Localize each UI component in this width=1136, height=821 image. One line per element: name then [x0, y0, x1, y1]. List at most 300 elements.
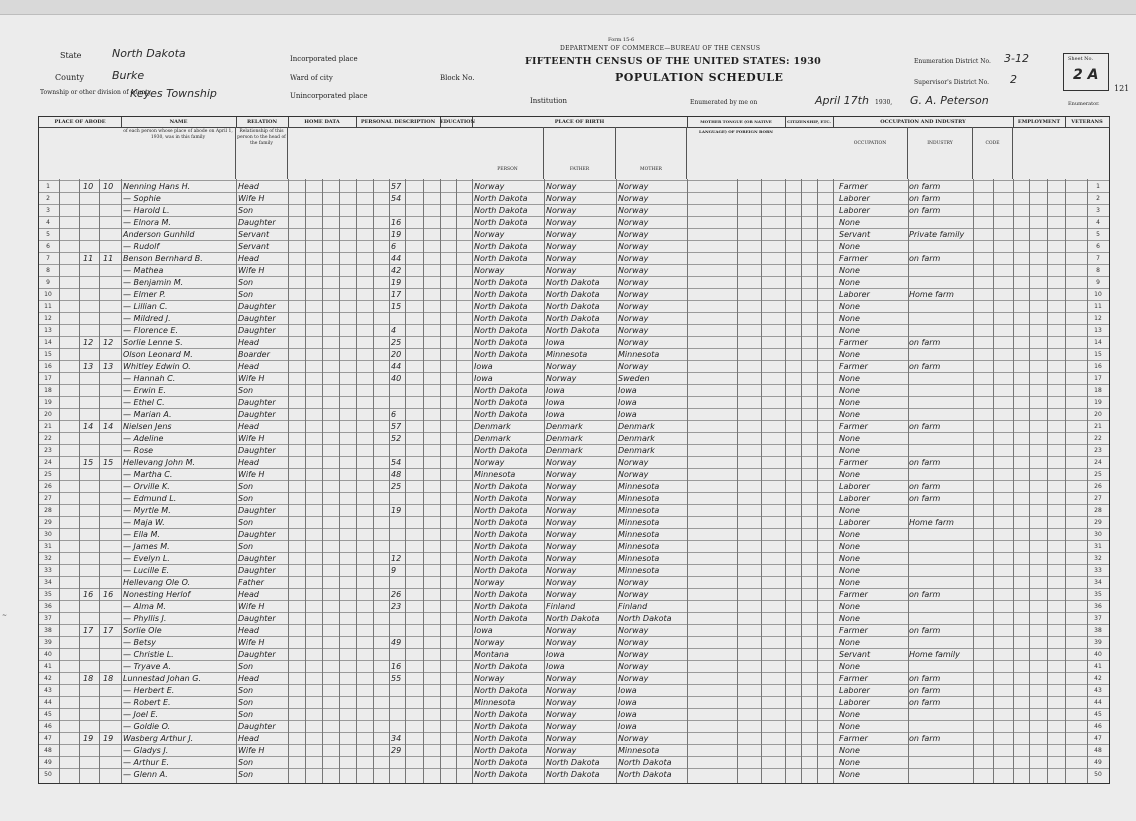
relation: Head [238, 458, 259, 467]
birthplace-mother: Norway [618, 182, 649, 191]
birthplace-father: Iowa [546, 662, 565, 671]
birthplace-person: North Dakota [474, 722, 528, 731]
birthplace-mother: Minnesota [618, 518, 660, 527]
relation: Daughter [238, 410, 276, 419]
industry [909, 541, 972, 552]
line-number-right: 6 [1096, 243, 1100, 250]
line-number-right: 33 [1094, 567, 1102, 574]
family-number [103, 289, 119, 300]
birthplace-mother: Norway [618, 266, 649, 275]
dwelling-number [83, 289, 97, 300]
birthplace-father: North Dakota [546, 770, 600, 779]
birthplace-father: Norway [546, 506, 577, 515]
industry [909, 397, 972, 408]
birthplace-mother: Norway [618, 362, 649, 371]
column-divider [423, 179, 424, 783]
table-row [39, 456, 1109, 468]
line-number: 39 [44, 639, 52, 646]
relation: Head [238, 422, 259, 431]
birthplace-person: North Dakota [474, 590, 528, 599]
birthplace-mother: Norway [618, 326, 649, 335]
industry [909, 349, 972, 360]
industry [909, 241, 972, 252]
table-row [39, 312, 1109, 324]
industry [909, 385, 972, 396]
dwelling-number: 16 [83, 590, 94, 599]
dwelling-number [83, 541, 97, 552]
birthplace-person: North Dakota [474, 386, 528, 395]
birthplace-father: Norway [546, 542, 577, 551]
table-row [39, 492, 1109, 504]
family-number: 17 [103, 626, 114, 635]
industry [909, 373, 972, 384]
birthplace-mother: Norway [618, 290, 649, 299]
family-number [103, 565, 119, 576]
occupation: Farmer [839, 734, 868, 743]
line-number: 41 [44, 663, 52, 670]
table-row [39, 288, 1109, 300]
column-divider [288, 179, 289, 783]
age: 19 [391, 506, 402, 515]
birthplace-person: North Dakota [474, 290, 528, 299]
age: 48 [391, 470, 402, 479]
table-row [39, 468, 1109, 480]
age: 55 [391, 674, 402, 683]
line-number-right: 16 [1094, 363, 1102, 370]
family-number [103, 229, 119, 240]
birthplace-father: Finland [546, 602, 576, 611]
occupation: Laborer [839, 686, 870, 695]
birthplace-person: North Dakota [474, 686, 528, 695]
birthplace-mother: Denmark [618, 422, 655, 431]
line-number-right: 36 [1094, 603, 1102, 610]
dwelling-number [83, 721, 97, 732]
person-name: Sorlie Lenne S. [123, 338, 183, 347]
dwelling-number [83, 325, 97, 336]
birthplace-father: Norway [546, 710, 577, 719]
relation: Son [238, 278, 254, 287]
column-divider [833, 179, 834, 783]
dwelling-number [83, 469, 97, 480]
occupation: Laborer [839, 494, 870, 503]
line-number: 50 [44, 771, 52, 778]
dwelling-number [83, 445, 97, 456]
occupation: Farmer [839, 458, 868, 467]
birthplace-father: North Dakota [546, 302, 600, 311]
table-row [39, 420, 1109, 432]
occupation: None [839, 278, 860, 287]
person-name: — Mathea [123, 266, 164, 275]
occupation: Laborer [839, 194, 870, 203]
occupation: None [839, 410, 860, 419]
occupation: None [839, 470, 860, 479]
family-number: 11 [103, 254, 114, 263]
column-divider [785, 179, 786, 783]
birthplace-person: Denmark [474, 422, 511, 431]
line-number-right: 37 [1094, 615, 1102, 622]
industry: on farm [909, 422, 941, 431]
relation: Daughter [238, 722, 276, 731]
line-number: 6 [46, 243, 50, 250]
person-name: Hellevang John M. [123, 458, 196, 467]
family-number [103, 385, 119, 396]
family-number [103, 553, 119, 564]
relation: Wife H [238, 374, 265, 383]
birthplace-mother: Minnesota [618, 350, 660, 359]
birthplace-person: North Dakota [474, 542, 528, 551]
person-name: — Phyllis J. [123, 614, 167, 623]
table-row [39, 216, 1109, 228]
relation: Son [238, 542, 254, 551]
birthplace-father: North Dakota [546, 314, 600, 323]
line-number-right: 41 [1094, 663, 1102, 670]
birthplace-mother: Minnesota [618, 530, 660, 539]
industry [909, 325, 972, 336]
age [391, 529, 405, 540]
family-number [103, 433, 119, 444]
table-row [39, 648, 1109, 660]
table-row [39, 504, 1109, 516]
industry: on farm [909, 338, 941, 347]
ward-label: Ward of city [290, 74, 333, 82]
dwelling-number [83, 709, 97, 720]
age [391, 649, 405, 660]
table-row [39, 204, 1109, 216]
line-number: 23 [44, 447, 52, 454]
family-number: 16 [103, 590, 114, 599]
person-name: Benson Bernhard B. [123, 254, 203, 263]
dwelling-number: 10 [83, 182, 94, 191]
line-number: 46 [44, 723, 52, 730]
group-citizenship: CITIZENSHIP, ETC. [785, 117, 834, 128]
line-number: 24 [44, 459, 52, 466]
line-number-right: 25 [1094, 471, 1102, 478]
line-number-right: 34 [1094, 579, 1102, 586]
column-divider [973, 179, 974, 783]
industry: Home farm [909, 290, 954, 299]
relation: Servant [238, 230, 270, 239]
person-name: — Gladys J. [123, 746, 169, 755]
age: 17 [391, 290, 402, 299]
column-divider [456, 179, 457, 783]
occupation: Laborer [839, 698, 870, 707]
group-occupation: OCCUPATION AND INDUSTRY [833, 117, 1014, 128]
county-label: County [55, 73, 84, 82]
birthplace-father: Norway [546, 458, 577, 467]
age [391, 493, 405, 504]
column-divider [817, 179, 818, 783]
table-row [39, 192, 1109, 204]
family-number [103, 649, 119, 660]
family-number [103, 217, 119, 228]
table-row [39, 744, 1109, 756]
top-margin-strip [0, 0, 1136, 15]
occupation: Farmer [839, 362, 868, 371]
line-number: 17 [44, 375, 52, 382]
birthplace-father: Norway [546, 470, 577, 479]
person-name: — Ella M. [123, 530, 160, 539]
table-row [39, 276, 1109, 288]
table-row [39, 252, 1109, 264]
person-name: — Marian A. [123, 410, 172, 419]
relation: Daughter [238, 506, 276, 515]
birth-person-header: PERSON [472, 127, 544, 179]
line-number-right: 7 [1096, 255, 1100, 262]
line-number-right: 1 [1096, 183, 1100, 190]
relation: Son [238, 482, 254, 491]
occupation: Laborer [839, 482, 870, 491]
block-label: Block No. [440, 74, 475, 82]
table-row [39, 588, 1109, 600]
person-name: — Rose [123, 446, 154, 455]
birthplace-mother: Norway [618, 650, 649, 659]
dwelling-number [83, 517, 97, 528]
age: 54 [391, 194, 402, 203]
birthplace-person: Norway [474, 674, 505, 683]
column-divider [1047, 179, 1048, 783]
relation: Wife H [238, 470, 265, 479]
line-number: 22 [44, 435, 52, 442]
birthplace-person: North Dakota [474, 302, 528, 311]
birthplace-person: Norway [474, 578, 505, 587]
relation: Son [238, 290, 254, 299]
occupation: Farmer [839, 182, 868, 191]
line-number-right: 10 [1094, 291, 1102, 298]
person-name: — Harold L. [123, 206, 170, 215]
industry [909, 565, 972, 576]
line-number: 28 [44, 507, 52, 514]
occupation: None [839, 554, 860, 563]
birthplace-father: Norway [546, 482, 577, 491]
line-number-right: 19 [1094, 399, 1102, 406]
line-number-right: 13 [1094, 327, 1102, 334]
occupation: None [839, 374, 860, 383]
dwelling-number [83, 553, 97, 564]
age [391, 769, 405, 780]
line-number-right: 22 [1094, 435, 1102, 442]
industry: on farm [909, 686, 941, 695]
birthplace-mother: Norway [618, 590, 649, 599]
line-number: 27 [44, 495, 52, 502]
column-divider [373, 179, 374, 783]
family-number [103, 697, 119, 708]
line-number-right: 14 [1094, 339, 1102, 346]
family-number: 15 [103, 458, 114, 467]
birthplace-person: Denmark [474, 434, 511, 443]
birthplace-mother: Norway [618, 638, 649, 647]
birthplace-person: North Dakota [474, 350, 528, 359]
line-number-right: 18 [1094, 387, 1102, 394]
occupation: None [839, 266, 860, 275]
birthplace-person: North Dakota [474, 314, 528, 323]
line-number: 25 [44, 471, 52, 478]
incorporated-label: Incorporated place [290, 55, 358, 63]
line-number-right: 28 [1094, 507, 1102, 514]
column-divider [687, 179, 688, 783]
birthplace-mother: Iowa [618, 722, 637, 731]
occupation: Servant [839, 650, 871, 659]
age: 19 [391, 230, 402, 239]
line-number: 42 [44, 675, 52, 682]
line-number: 21 [44, 423, 52, 430]
industry: on farm [909, 734, 941, 743]
table-row [39, 600, 1109, 612]
dwelling-number [83, 493, 97, 504]
family-number [103, 541, 119, 552]
family-number [103, 409, 119, 420]
line-number: 8 [46, 267, 50, 274]
table-row [39, 228, 1109, 240]
family-number [103, 637, 119, 648]
relation: Son [238, 662, 254, 671]
industry [909, 601, 972, 612]
line-number: 16 [44, 363, 52, 370]
family-number [103, 757, 119, 768]
dwelling-number [83, 565, 97, 576]
person-name: — Sophie [123, 194, 161, 203]
industry: on farm [909, 254, 941, 263]
dwelling-number [83, 397, 97, 408]
birthplace-father: Norway [546, 734, 577, 743]
industry: Home family [909, 650, 960, 659]
dwelling-number [83, 697, 97, 708]
occupation: None [839, 398, 860, 407]
dwelling-number: 15 [83, 458, 94, 467]
line-number: 34 [44, 579, 52, 586]
birthplace-father: Denmark [546, 434, 583, 443]
age [391, 541, 405, 552]
birthplace-father: Norway [546, 686, 577, 695]
occupation: None [839, 746, 860, 755]
age [391, 517, 405, 528]
industry [909, 265, 972, 276]
family-number [103, 745, 119, 756]
birthplace-mother: Iowa [618, 698, 637, 707]
dwelling-number [83, 601, 97, 612]
industry [909, 637, 972, 648]
table-row [39, 300, 1109, 312]
birthplace-father: Norway [546, 698, 577, 707]
birthplace-father: Norway [546, 578, 577, 587]
line-number-right: 32 [1094, 555, 1102, 562]
enumerated-year: 1930, [875, 99, 893, 106]
person-name: — Arthur E. [123, 758, 170, 767]
relation: Head [238, 338, 259, 347]
group-mother-tongue: MOTHER TONGUE (OR NATIVE LANGUAGE) OF FOREIGN BORN [687, 117, 786, 128]
occupation: None [839, 770, 860, 779]
birthplace-person: Norway [474, 182, 505, 191]
family-number [103, 349, 119, 360]
age: 19 [391, 278, 402, 287]
relation: Boarder [238, 350, 270, 359]
dwelling-number [83, 241, 97, 252]
dwelling-number: 17 [83, 626, 94, 635]
age [391, 721, 405, 732]
birthplace-father: Norway [546, 218, 577, 227]
family-number [103, 193, 119, 204]
line-number: 4 [46, 219, 50, 226]
relation: Daughter [238, 326, 276, 335]
line-number-right: 35 [1094, 591, 1102, 598]
person-name: Sorlie Ole [123, 626, 162, 635]
sheet-number-box [1063, 53, 1109, 91]
line-number-right: 24 [1094, 459, 1102, 466]
line-number-right: 11 [1094, 303, 1102, 310]
birthplace-mother: Minnesota [618, 482, 660, 491]
group-education: EDUCATION [440, 117, 473, 128]
birthplace-father: Norway [546, 494, 577, 503]
institution-label: Institution [530, 97, 568, 105]
column-divider [801, 179, 802, 783]
line-number: 1 [46, 183, 50, 190]
table-row [39, 372, 1109, 384]
age [391, 613, 405, 624]
dwelling-number [83, 685, 97, 696]
relation: Son [238, 758, 254, 767]
birthplace-person: North Dakota [474, 758, 528, 767]
industry [909, 709, 972, 720]
dwelling-number [83, 409, 97, 420]
age [391, 577, 405, 588]
birthplace-person: Norway [474, 458, 505, 467]
age: 57 [391, 182, 402, 191]
column-divider [339, 179, 340, 783]
footer-area [38, 786, 1108, 816]
enumerated-label: Enumerated by me on [690, 99, 758, 106]
margin-mark: ~ [2, 612, 8, 619]
age: 57 [391, 422, 402, 431]
line-number: 26 [44, 483, 52, 490]
dwelling-number [83, 265, 97, 276]
industry: on farm [909, 458, 941, 467]
birthplace-mother: Norway [618, 242, 649, 251]
birthplace-person: North Dakota [474, 410, 528, 419]
dwelling-number [83, 193, 97, 204]
relation: Head [238, 182, 259, 191]
occupation: Laborer [839, 290, 870, 299]
code-header: CODE [973, 127, 1013, 179]
person-name: — Lillian C. [123, 302, 168, 311]
group-name: NAME [121, 117, 237, 128]
birthplace-father: Norway [546, 746, 577, 755]
industry: on farm [909, 494, 941, 503]
birthplace-father: Norway [546, 194, 577, 203]
birthplace-mother: Sweden [618, 374, 650, 383]
occupation: Farmer [839, 338, 868, 347]
table-row [39, 528, 1109, 540]
birthplace-mother: Norway [618, 470, 649, 479]
person-name: — Erwin E. [123, 386, 166, 395]
family-number [103, 373, 119, 384]
birthplace-mother: Iowa [618, 410, 637, 419]
occupation: Laborer [839, 518, 870, 527]
birthplace-father: Iowa [546, 386, 565, 395]
group-employment: EMPLOYMENT [1013, 117, 1066, 128]
dwelling-number [83, 205, 97, 216]
birthplace-person: North Dakota [474, 602, 528, 611]
dwelling-number [83, 481, 97, 492]
table-row [39, 432, 1109, 444]
dwelling-number [83, 277, 97, 288]
occupation: None [839, 350, 860, 359]
group-place-of-birth: PLACE OF BIRTH [472, 117, 688, 128]
birthplace-person: Minnesota [474, 470, 516, 479]
line-number: 38 [44, 627, 52, 634]
birthplace-father: Iowa [546, 410, 565, 419]
table-row [39, 384, 1109, 396]
line-number-right: 27 [1094, 495, 1102, 502]
relation: Daughter [238, 446, 276, 455]
